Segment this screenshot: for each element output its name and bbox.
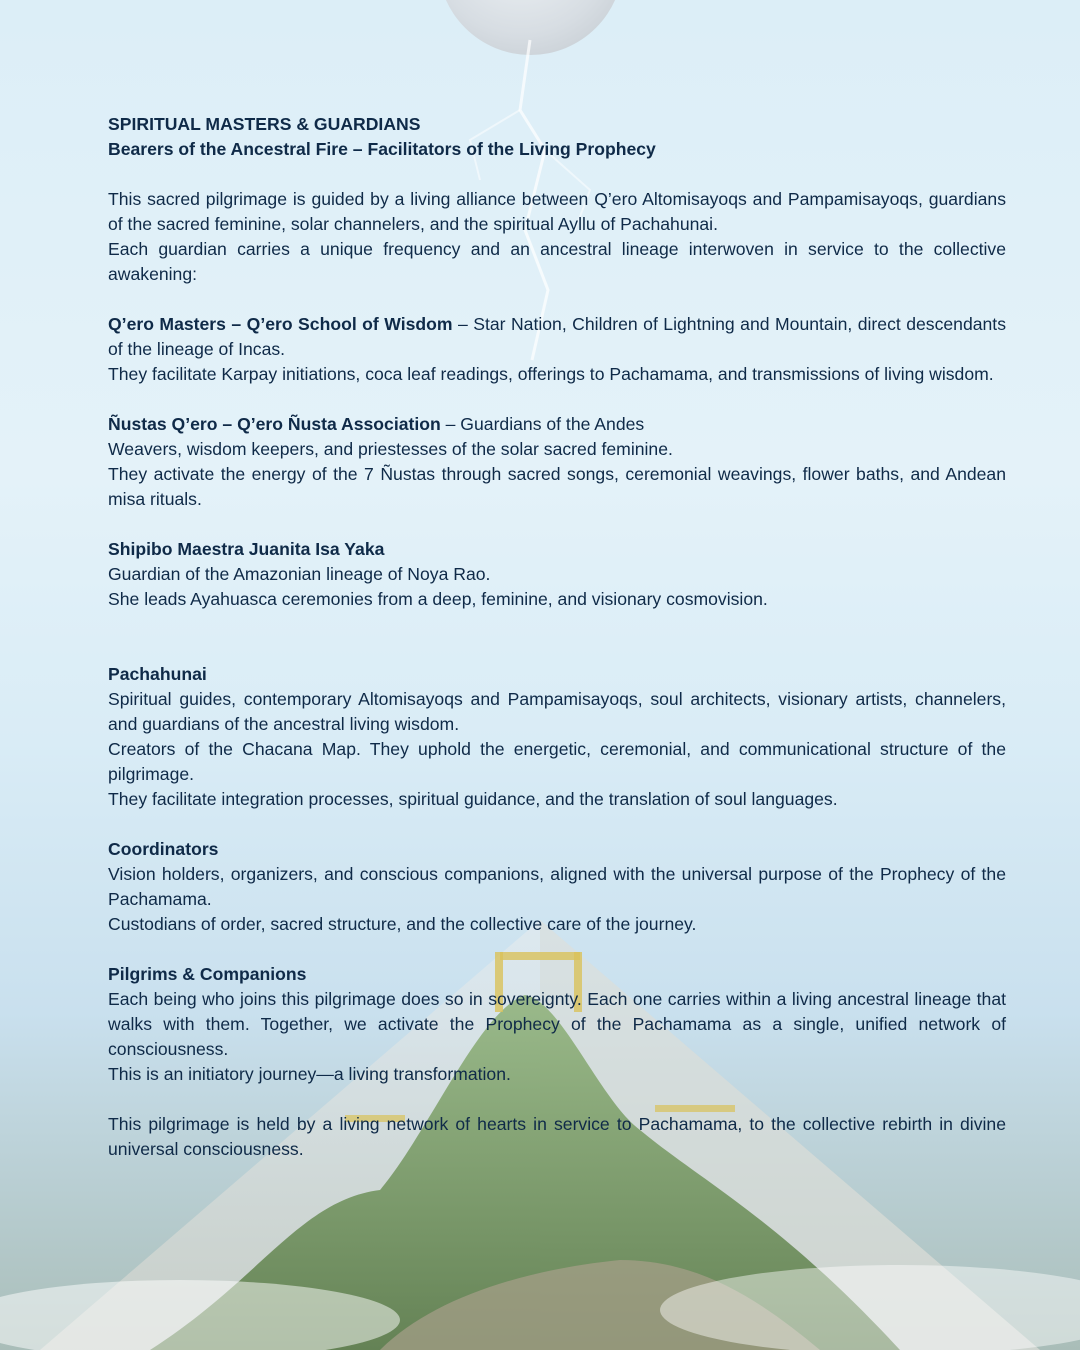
closing-paragraph: This pilgrimage is held by a living network of hearts in service to Pachamama, to the collective rebirth in divine universal consciousness. bbox=[108, 1114, 1006, 1159]
intro-paragraph-2: Each guardian carries a unique frequency and an ancestral lineage interwoven in service to the collective awakening: bbox=[108, 239, 1006, 284]
pilgrims-title: Pilgrims & Companions bbox=[108, 964, 307, 984]
nustas-paragraph-1: Weavers, wisdom keepers, and priestesses of the solar sacred feminine. bbox=[108, 439, 673, 459]
shipibo-paragraph-1: Guardian of the Amazonian lineage of Noya Rao. bbox=[108, 564, 491, 584]
shipibo-title: Shipibo Maestra Juanita Isa Yaka bbox=[108, 539, 385, 559]
page-subtitle: Bearers of the Ancestral Fire – Facilitators of the Living Prophecy bbox=[108, 139, 656, 159]
nustas-title: Ñustas Q’ero – Q’ero Ñusta Association bbox=[108, 414, 441, 434]
nustas-paragraph-2: They activate the energy of the 7 Ñustas through sacred songs, ceremonial weavings, flower baths, and Andean misa rituals. bbox=[108, 464, 1006, 509]
qero-section bbox=[108, 312, 1006, 362]
coordinators-paragraph-2: Custodians of order, sacred structure, and the collective care of the journey. bbox=[108, 914, 697, 934]
nustas-section bbox=[108, 412, 1006, 437]
nustas-description: – Guardians of the Andes bbox=[440, 414, 645, 434]
qero-description: – Star Nation, Children of Lightning and Mountain, direct descendants of the lineage of Incas. bbox=[108, 314, 1006, 359]
pachahunai-paragraph-1: Spiritual guides, contemporary Altomisayoqs and Pampamisayoqs, soul architects, visionary artists, channelers, and guardians of the ancestral living wisdom. bbox=[108, 689, 1006, 734]
shipibo-paragraph-2: She leads Ayahuasca ceremonies from a deep, feminine, and visionary cosmovision. bbox=[108, 589, 768, 609]
coordinators-paragraph-1: Vision holders, organizers, and conscious companions, aligned with the universal purpose of the Prophecy of the Pachamama. bbox=[108, 864, 1006, 909]
pachahunai-title: Pachahunai bbox=[108, 664, 207, 684]
pachahunai-paragraph-2: Creators of the Chacana Map. They uphold the energetic, ceremonial, and communicational structure of the pilgrimage. bbox=[108, 739, 1006, 784]
intro-paragraph-1: This sacred pilgrimage is guided by a living alliance between Q’ero Altomisayoqs and Pampamisayoqs, guardians of the sacred feminine, solar channelers, and the spiritual Ayllu of Pachahunai. bbox=[108, 189, 1006, 234]
pilgrims-paragraph-1: Each being who joins this pilgrimage does so in sovereignty. Each one carries within a living ancestral lineage that walks with them. Together, we activate the Prophecy of the Pachamama as a single, unified network of consciousness. bbox=[108, 989, 1006, 1059]
main-content bbox=[108, 112, 1006, 1162]
pachahunai-paragraph-3: They facilitate integration processes, spiritual guidance, and the translation of soul languages. bbox=[108, 789, 838, 809]
qero-paragraph: They facilitate Karpay initiations, coca leaf readings, offerings to Pachamama, and transmissions of living wisdom. bbox=[108, 364, 994, 384]
qero-title: Q’ero Masters – Q’ero School of Wisdom bbox=[108, 314, 453, 334]
coordinators-title: Coordinators bbox=[108, 839, 219, 859]
page-title: SPIRITUAL MASTERS & GUARDIANS bbox=[108, 114, 421, 134]
pilgrims-paragraph-2: This is an initiatory journey—a living transformation. bbox=[108, 1064, 511, 1084]
